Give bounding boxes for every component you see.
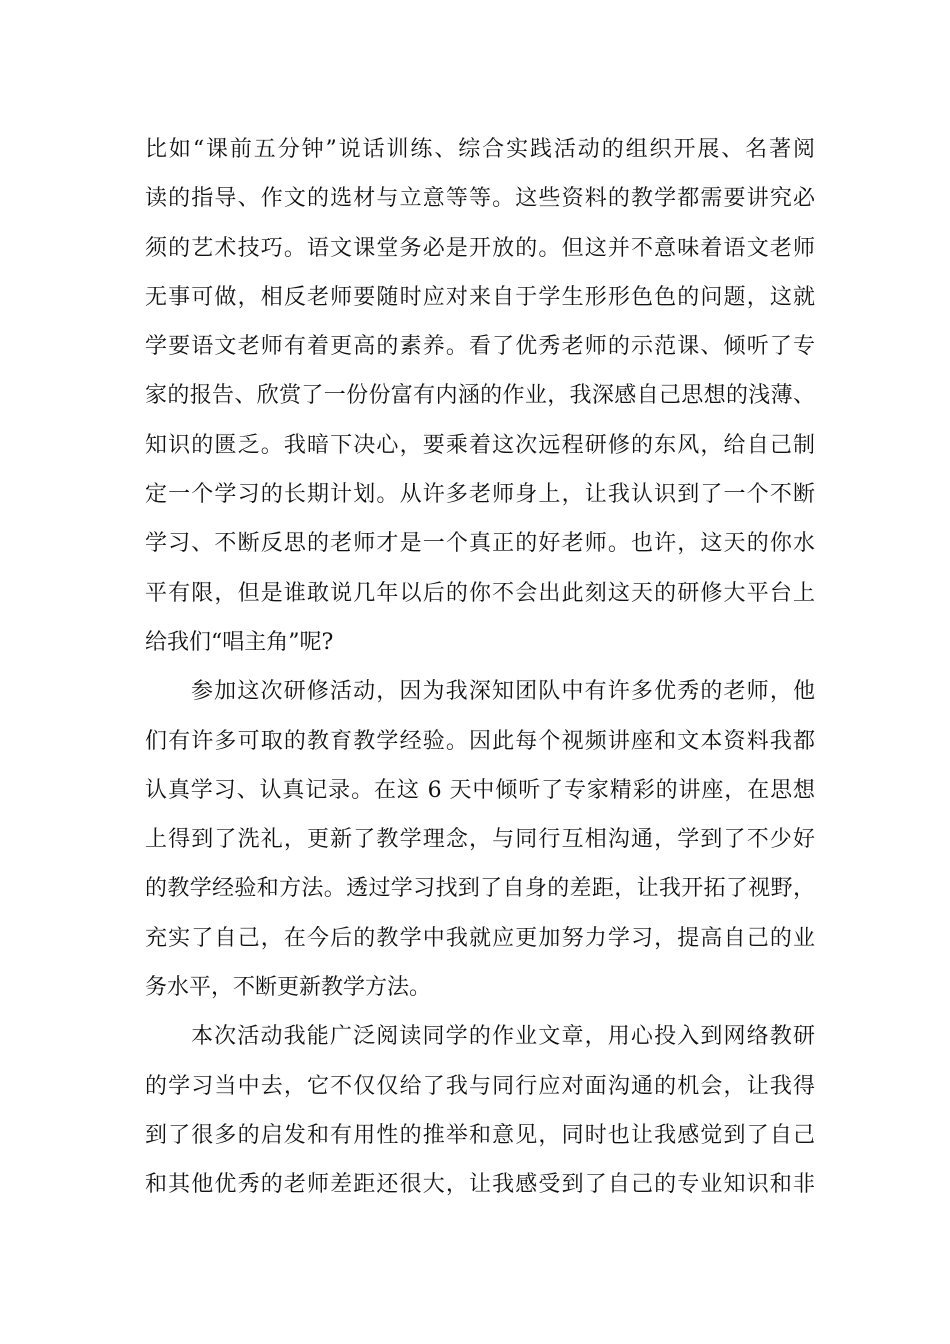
text-line: 务水平，不断更新教学方法。 bbox=[145, 975, 432, 1001]
text-line: 学习、不断反思的老师才是一个真正的好老师。也许，这天的你水 bbox=[145, 531, 815, 557]
text-line: 知识的匮乏。我暗下决心，要乘着这次远程研修的东风，给自己制 bbox=[145, 432, 815, 458]
text-line: 无事可做，相反老师要随时应对来自于学生形形色色的问题，这就 bbox=[145, 284, 815, 310]
text-line: 们有许多可取的教育教学经验。因此每个视频讲座和文本资料我都 bbox=[145, 728, 815, 754]
text-line: 给我们“唱主角”呢? bbox=[145, 629, 334, 655]
text-line: 认真学习、认真记录。在这 6 天中倾听了专家精彩的讲座，在思想 bbox=[145, 777, 815, 803]
text-line: 上得到了洗礼，更新了教学理念，与同行互相沟通，学到了不少好 bbox=[145, 827, 815, 853]
text-line: 本次活动我能广泛阅读同学的作业文章，用心投入到网络教研 bbox=[191, 1024, 815, 1050]
text-line: 的教学经验和方法。透过学习找到了自身的差距，让我开拓了视野， bbox=[145, 876, 815, 902]
text-line: 学要语文老师有着更高的素养。看了优秀老师的示范课、倾听了专 bbox=[145, 334, 815, 360]
body-text bbox=[145, 125, 815, 1210]
text-line: 平有限，但是谁敢说几年以后的你不会出此刻这天的研修大平台上 bbox=[145, 580, 815, 606]
text-line: 参加这次研修活动，因为我深知团队中有许多优秀的老师，他 bbox=[191, 679, 815, 705]
text-line: 到了很多的启发和有用性的推举和意见，同时也让我感觉到了自己 bbox=[145, 1122, 815, 1148]
text-line: 读的指导、作文的选材与立意等等。这些资料的教学都需要讲究必 bbox=[145, 186, 815, 212]
text-line: 须的艺术技巧。语文课堂务必是开放的。但这并不意味着语文老师 bbox=[145, 235, 815, 261]
text-line: 定一个学习的长期计划。从许多老师身上，让我认识到了一个不断 bbox=[145, 482, 815, 508]
text-line: 充实了自己，在今后的教学中我就应更加努力学习，提高自己的业 bbox=[145, 925, 815, 951]
text-line: 比如“课前五分钟”说话训练、综合实践活动的组织开展、名著阅 bbox=[145, 137, 815, 162]
text-line: 和其他优秀的老师差距还很大，让我感受到了自己的专业知识和非 bbox=[145, 1172, 815, 1198]
text-line: 的学习当中去，它不仅仅给了我与同行应对面沟通的机会，让我得 bbox=[145, 1073, 815, 1099]
text-line: 家的报告、欣赏了一份份富有内涵的作业，我深感自己思想的浅薄、 bbox=[145, 383, 815, 409]
